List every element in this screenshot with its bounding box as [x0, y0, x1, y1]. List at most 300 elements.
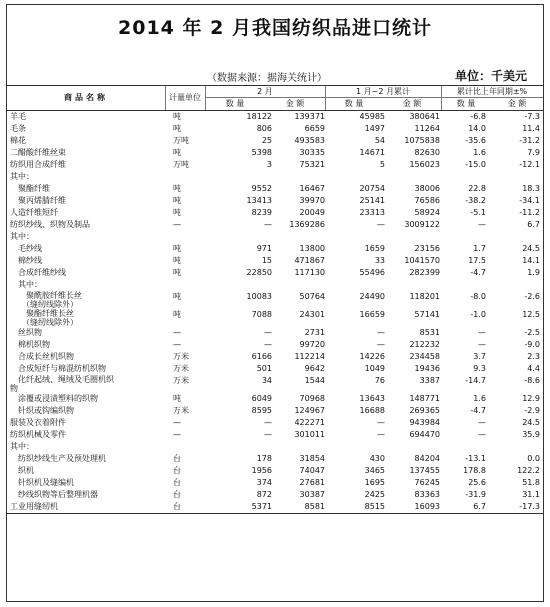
- row-name: [10, 159, 160, 171]
- row-value: 269365: [409, 406, 440, 415]
- row-value: 2731: [304, 328, 325, 337]
- row-name: [10, 375, 160, 393]
- table-row: [7, 351, 543, 363]
- row-value: 374: [256, 478, 272, 487]
- row-name-line: 针织或钩编织物: [10, 406, 74, 415]
- row-value: 31.1: [522, 490, 540, 499]
- row-value: 22850: [246, 268, 272, 277]
- row-value: —: [478, 328, 486, 337]
- row-value: 7088: [251, 310, 272, 319]
- row-value: 82630: [414, 148, 440, 157]
- row-name: [10, 183, 160, 195]
- row-name: [10, 465, 160, 477]
- row-unit: 吨: [173, 292, 181, 301]
- row-value: 471867: [294, 256, 325, 265]
- row-value: 6166: [251, 352, 272, 361]
- row-value: —: [478, 220, 486, 229]
- row-value: 76: [374, 376, 385, 385]
- row-value: 99720: [299, 340, 325, 349]
- header-feb: 2 月: [257, 87, 273, 96]
- row-name-line: 棉花: [10, 136, 26, 145]
- table-row: [7, 123, 543, 135]
- row-value: 24.5: [522, 418, 540, 427]
- row-name-line: 毛条: [10, 124, 26, 133]
- row-value: 74047: [299, 466, 325, 475]
- row-name: [10, 123, 160, 135]
- row-value: -2.9: [524, 406, 540, 415]
- row-value: 45985: [359, 112, 385, 121]
- row-value: -6.8: [470, 112, 486, 121]
- row-name-line: 化纤起绒、绳绒及毛圈机织: [10, 375, 114, 384]
- row-value: 1041570: [404, 256, 440, 265]
- row-value: 1075838: [404, 136, 440, 145]
- import-statistics-table: [7, 85, 543, 513]
- row-value: 17.5: [468, 256, 486, 265]
- row-value: 2.3: [527, 352, 540, 361]
- row-name-line: 服装及衣着附件: [10, 418, 66, 427]
- table-row: [7, 135, 543, 147]
- row-value: 4.4: [527, 364, 540, 373]
- row-value: 117130: [294, 268, 325, 277]
- row-value: 1695: [364, 478, 385, 487]
- table-row: [7, 195, 543, 207]
- row-name-line: 聚酯纤维: [10, 184, 50, 193]
- table-row: [7, 441, 543, 453]
- row-name: [10, 171, 160, 183]
- row-value: 25141: [359, 196, 385, 205]
- row-value: -8.6: [524, 376, 540, 385]
- row-value: 7.9: [527, 148, 540, 157]
- row-value: 10083: [246, 292, 272, 301]
- row-value: 31854: [299, 454, 325, 463]
- row-value: -14.7: [465, 376, 486, 385]
- table-row: [7, 219, 543, 231]
- row-value: —: [377, 220, 385, 229]
- row-name: [10, 351, 160, 363]
- header-feb-qty: 数 量: [225, 99, 245, 108]
- row-value: 70968: [299, 394, 325, 403]
- row-value: -38.2: [465, 196, 486, 205]
- row-value: -11.2: [519, 208, 540, 217]
- row-name: [10, 279, 160, 291]
- row-name: [10, 405, 160, 417]
- table-row: [7, 489, 543, 501]
- row-value: -8.0: [470, 292, 486, 301]
- row-value: 1956: [251, 466, 272, 475]
- row-value: 75321: [299, 160, 325, 169]
- table-row: [7, 147, 543, 159]
- table-row: [7, 465, 543, 477]
- row-value: 18122: [246, 112, 272, 121]
- row-name: [10, 441, 160, 453]
- row-unit: 万米: [173, 406, 189, 415]
- row-value: 25: [261, 136, 272, 145]
- row-value: -7.3: [524, 112, 540, 121]
- row-value: 6659: [304, 124, 325, 133]
- row-value: —: [478, 340, 486, 349]
- row-value: 19436: [414, 364, 440, 373]
- row-value: 20049: [299, 208, 325, 217]
- row-name: [10, 111, 160, 123]
- row-name-line: 聚丙烯腈纤维: [10, 196, 66, 205]
- row-name-line: 其中：: [10, 172, 34, 181]
- row-value: -5.1: [470, 208, 486, 217]
- row-value: 493583: [294, 136, 325, 145]
- row-value: 3.7: [473, 352, 486, 361]
- header-janfeb-qty: 数 量: [344, 99, 364, 108]
- table-row: [7, 393, 543, 405]
- row-unit: 吨: [173, 268, 181, 277]
- row-value: 14.0: [468, 124, 486, 133]
- row-value: 20754: [359, 184, 385, 193]
- row-value: —: [377, 340, 385, 349]
- row-value: -17.3: [519, 502, 540, 511]
- row-name: [10, 429, 160, 441]
- row-name: [10, 195, 160, 207]
- table-row: [7, 255, 543, 267]
- row-unit: —: [173, 430, 181, 439]
- row-value: 5398: [251, 148, 272, 157]
- row-unit: 吨: [173, 184, 181, 193]
- row-value: 27681: [299, 478, 325, 487]
- row-value: 1.6: [473, 394, 486, 403]
- row-value: 8595: [251, 406, 272, 415]
- row-value: —: [264, 220, 272, 229]
- row-value: —: [264, 340, 272, 349]
- row-name-line: 聚酯纤维长丝: [10, 309, 74, 318]
- row-value: 12.9: [522, 394, 540, 403]
- row-name-line: 纱线织物等后整理机器: [10, 490, 98, 499]
- row-value: 76586: [414, 196, 440, 205]
- row-value: 212232: [409, 340, 440, 349]
- row-name-line: 毛纱线: [10, 244, 42, 253]
- table-body: [7, 111, 543, 513]
- row-value: 178: [256, 454, 272, 463]
- row-value: 282399: [409, 268, 440, 277]
- row-value: 16688: [359, 406, 385, 415]
- table-row: [7, 291, 543, 309]
- row-value: 9552: [251, 184, 272, 193]
- row-value: —: [377, 430, 385, 439]
- row-value: 25.6: [468, 478, 486, 487]
- row-value: 9642: [304, 364, 325, 373]
- row-name-line: 棉机织物: [10, 340, 50, 349]
- page-title: 2014 年 2 月我国纺织品进口统计: [118, 17, 432, 39]
- row-value: 139371: [294, 112, 325, 121]
- row-name-line: 工业用缝纫机: [10, 502, 58, 511]
- unit-label: 单位：千美元: [454, 69, 527, 83]
- row-value: 1369286: [289, 220, 325, 229]
- row-unit: 台: [173, 454, 181, 463]
- row-name-line: 涂覆或浸渍塑料的织物: [10, 394, 98, 403]
- row-value: 55496: [359, 268, 385, 277]
- header-yoy-qty: 数 量: [456, 99, 476, 108]
- row-value: 8581: [304, 502, 325, 511]
- row-value: 971: [256, 244, 272, 253]
- row-value: 58924: [414, 208, 440, 217]
- row-value: 501: [256, 364, 272, 373]
- row-value: 1544: [304, 376, 325, 385]
- row-name: [10, 453, 160, 465]
- row-name: [10, 147, 160, 159]
- row-value: 1497: [364, 124, 385, 133]
- row-value: -2.6: [524, 292, 540, 301]
- table-row: [7, 231, 543, 243]
- row-value: -4.7: [470, 406, 486, 415]
- row-value: —: [264, 430, 272, 439]
- row-unit: 万米: [173, 364, 189, 373]
- row-value: 6049: [251, 394, 272, 403]
- table-row: [7, 327, 543, 339]
- row-value: 24.5: [522, 244, 540, 253]
- row-name-line: 其中：: [10, 280, 42, 289]
- row-value: 694470: [409, 430, 440, 439]
- row-value: 124967: [294, 406, 325, 415]
- row-value: 38006: [414, 184, 440, 193]
- row-name: [10, 231, 160, 243]
- row-unit: 台: [173, 490, 181, 499]
- row-value: 8239: [251, 208, 272, 217]
- row-value: 156023: [409, 160, 440, 169]
- row-value: 178.8: [463, 466, 486, 475]
- header-janfeb: 1 月~2 月累计: [356, 87, 410, 96]
- row-value: -35.6: [465, 136, 486, 145]
- row-value: -31.9: [465, 490, 486, 499]
- row-value: 23156: [414, 244, 440, 253]
- row-value: 118201: [409, 292, 440, 301]
- row-value: -2.5: [524, 328, 540, 337]
- row-value: 24301: [299, 310, 325, 319]
- row-value: 54: [374, 136, 385, 145]
- row-value: 76245: [414, 478, 440, 487]
- table-row: [7, 417, 543, 429]
- row-value: 13413: [246, 196, 272, 205]
- row-value: 0.0: [527, 454, 540, 463]
- row-value: 12.5: [522, 310, 540, 319]
- row-name-line: 丝织物: [10, 328, 42, 337]
- row-value: -31.2: [519, 136, 540, 145]
- row-unit: —: [173, 418, 181, 427]
- row-value: 16659: [359, 310, 385, 319]
- row-value: 16467: [299, 184, 325, 193]
- table-row: [7, 267, 543, 279]
- header-yoy-amt: 金 额: [507, 99, 527, 108]
- row-value: 18.3: [522, 184, 540, 193]
- row-value: 1.9: [527, 268, 540, 277]
- row-unit: 吨: [173, 196, 181, 205]
- row-value: 23313: [359, 208, 385, 217]
- row-value: 1.7: [473, 244, 486, 253]
- header-feb-amt: 金 额: [285, 99, 305, 108]
- row-name: [10, 489, 160, 501]
- row-value: 1.6: [473, 148, 486, 157]
- row-unit: 台: [173, 502, 181, 511]
- row-value: 51.8: [522, 478, 540, 487]
- row-value: 83363: [414, 490, 440, 499]
- row-value: 6.7: [527, 220, 540, 229]
- row-name: [10, 339, 160, 351]
- row-value: 14.1: [522, 256, 540, 265]
- row-name: [10, 207, 160, 219]
- row-value: 8531: [419, 328, 440, 337]
- header-unit: 计量单位: [169, 93, 201, 102]
- table-row: [7, 279, 543, 291]
- row-name-line: 纺织用合成纤维: [10, 160, 66, 169]
- row-value: -4.7: [470, 268, 486, 277]
- row-value: 14226: [359, 352, 385, 361]
- row-value: 3: [266, 160, 272, 169]
- row-name-line: （缝纫线除外）: [10, 318, 78, 327]
- table-row: [7, 111, 543, 123]
- row-value: -12.1: [519, 160, 540, 169]
- row-name: [10, 327, 160, 339]
- row-value: -9.0: [524, 340, 540, 349]
- row-name-line: 织机: [10, 466, 34, 475]
- row-value: 3387: [419, 376, 440, 385]
- table-row: [7, 477, 543, 489]
- row-value: 16093: [414, 502, 440, 511]
- row-unit: —: [173, 340, 181, 349]
- row-value: 137455: [409, 466, 440, 475]
- row-value: 30335: [299, 148, 325, 157]
- row-value: 24490: [359, 292, 385, 301]
- row-name: [10, 363, 160, 375]
- row-value: 34: [261, 376, 272, 385]
- row-unit: 万米: [173, 352, 189, 361]
- row-name-line: （缝纫线除外）: [10, 300, 78, 309]
- row-name: [10, 309, 160, 327]
- table-row: [7, 207, 543, 219]
- row-value: 6.7: [473, 502, 486, 511]
- row-value: 35.9: [522, 430, 540, 439]
- row-unit: 吨: [173, 208, 181, 217]
- row-value: 148771: [409, 394, 440, 403]
- row-value: 112214: [294, 352, 325, 361]
- row-value: 422271: [294, 418, 325, 427]
- row-name: [10, 243, 160, 255]
- row-name-line: 人造纤维短纤: [10, 208, 58, 217]
- table-row: [7, 501, 543, 513]
- row-unit: 吨: [173, 310, 181, 319]
- row-value: 1659: [364, 244, 385, 253]
- row-value: 234458: [409, 352, 440, 361]
- row-name: [10, 219, 160, 231]
- row-value: 3465: [364, 466, 385, 475]
- data-source-note: （数据来源：据海关统计）: [207, 73, 327, 84]
- table-row: [7, 339, 543, 351]
- row-value: -13.1: [465, 454, 486, 463]
- row-value: 11264: [414, 124, 440, 133]
- row-value: 806: [256, 124, 272, 133]
- row-name-line: 合成纤维纱线: [10, 268, 66, 277]
- row-value: 30387: [299, 490, 325, 499]
- row-value: -34.1: [519, 196, 540, 205]
- row-value: 15: [261, 256, 272, 265]
- row-value: 57141: [414, 310, 440, 319]
- table-row: [7, 405, 543, 417]
- row-value: 380641: [409, 112, 440, 121]
- row-name-line: 棉纱线: [10, 256, 42, 265]
- row-unit: 台: [173, 466, 181, 475]
- row-value: —: [478, 418, 486, 427]
- row-name-line: 其中：: [10, 442, 34, 451]
- row-value: 9.3: [473, 364, 486, 373]
- row-value: 122.2: [517, 466, 540, 475]
- row-value: 3009122: [404, 220, 440, 229]
- header-yoy: 累计比上年同期±%: [456, 87, 528, 96]
- header-name: 商品名称: [64, 93, 108, 102]
- row-name: [10, 417, 160, 429]
- row-value: 872: [256, 490, 272, 499]
- row-value: 430: [369, 454, 385, 463]
- row-value: 943984: [409, 418, 440, 427]
- table-row: [7, 375, 543, 393]
- row-value: —: [377, 418, 385, 427]
- row-name: [10, 291, 160, 309]
- row-value: 8515: [364, 502, 385, 511]
- row-unit: 万吨: [173, 160, 189, 169]
- row-unit: 吨: [173, 112, 181, 121]
- row-unit: —: [173, 220, 181, 229]
- row-value: —: [377, 328, 385, 337]
- row-value: 84204: [414, 454, 440, 463]
- row-unit: 吨: [173, 148, 181, 157]
- row-value: —: [264, 328, 272, 337]
- row-value: 50764: [299, 292, 325, 301]
- row-unit: —: [173, 328, 181, 337]
- row-name: [10, 501, 160, 513]
- row-value: 301011: [294, 430, 325, 439]
- row-value: 13800: [299, 244, 325, 253]
- row-unit: 吨: [173, 256, 181, 265]
- row-name-line: 其中：: [10, 232, 34, 241]
- row-value: —: [264, 418, 272, 427]
- table-row: [7, 429, 543, 441]
- table-row: [7, 243, 543, 255]
- row-name: [10, 135, 160, 147]
- row-value: 13643: [359, 394, 385, 403]
- row-unit: 吨: [173, 394, 181, 403]
- row-name: [10, 255, 160, 267]
- row-value: 5: [379, 160, 385, 169]
- table-row: [7, 363, 543, 375]
- table-row: [7, 159, 543, 171]
- row-value: 11.4: [522, 124, 540, 133]
- row-value: 39970: [299, 196, 325, 205]
- document-page: [6, 4, 544, 602]
- row-value: 22.8: [468, 184, 486, 193]
- row-name-line: 二醋酸纤维丝束: [10, 148, 66, 157]
- row-value: —: [478, 430, 486, 439]
- row-value: -1.0: [470, 310, 486, 319]
- row-value: 33: [374, 256, 385, 265]
- row-name-line: 针织机及缝编机: [10, 478, 74, 487]
- row-unit: 万吨: [173, 136, 189, 145]
- row-unit: 台: [173, 478, 181, 487]
- table-row: [7, 171, 543, 183]
- row-unit: 吨: [173, 124, 181, 133]
- row-value: 14671: [359, 148, 385, 157]
- row-value: -15.0: [465, 160, 486, 169]
- row-name-line: 合成长丝机织物: [10, 352, 74, 361]
- table-header: [7, 85, 543, 111]
- row-name-line: 纺织纱线生产及预处理机: [10, 454, 106, 463]
- row-name-line: 羊毛: [10, 112, 26, 121]
- row-name-line: 聚酰胺纤维长丝: [10, 291, 82, 300]
- table-row: [7, 309, 543, 327]
- row-name-line: 合成短纤与棉混纺机织物: [10, 364, 106, 373]
- row-name-line: 纺织机械及零件: [10, 430, 66, 439]
